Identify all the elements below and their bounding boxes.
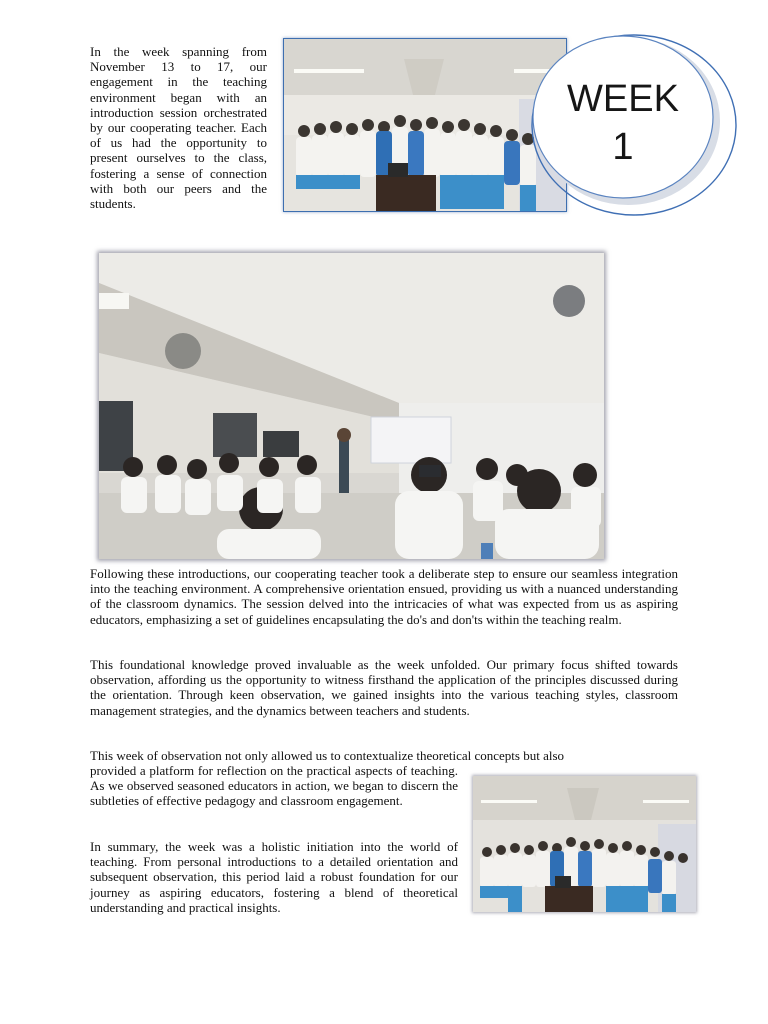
orientation-paragraph: Following these introductions, our cooperating teacher took a deliberate step to ensure our seamless integration into the teaching environment. A comprehensive orientation ensued, providing us with a nuanced understanding of the classroom dynamics. The session delved into the intricacies of what was expected from us as aspiring educators, emphasizing a set of guidelines encapsulating the do's and don'ts within the teaching realm. <box>90 566 678 627</box>
foundation-paragraph: This foundational knowledge proved invaluable as the week unfolded. Our primary focus shifted towards observation, affording us the opportunity to witness firsthand the application of the principles discussed during the orientation. Through keen observation, we gained insights into the various teaching styles, classroom management strategies, and the dynamics between teachers and students. <box>90 657 678 718</box>
classroom-orientation-photo <box>99 253 604 559</box>
group-photo-bottom <box>473 776 696 912</box>
week-badge <box>528 30 738 218</box>
observation-paragraph: provided a platform for reflection on the practical aspects of teaching. As we observed seasoned educators in action, we began to discern the subtleties of effective pedagogy and classroom engagement. <box>90 763 458 809</box>
observation-paragraph-first-line: This week of observation not only allowed us to contextualize theoretical concepts but also <box>90 748 565 763</box>
week-label: WEEK <box>567 78 679 120</box>
group-photo-top <box>283 38 567 212</box>
summary-paragraph: In summary, the week was a holistic initiation into the world of teaching. From personal introductions to a detailed orientation and subsequent observation, this period laid a robust foundation for our journey as aspiring educators, fostering a blend of theoretical understanding and practical insights. <box>90 839 458 915</box>
intro-paragraph: In the week spanning from November 13 to 17, our engagement in the teaching environment began with an introduction session orchestrated by our cooperating teacher. Each of us had the opportunity to present ourselves to the class, fostering a sense of connection with both our peers and the students. <box>90 44 267 212</box>
week-number: 1 <box>612 126 634 168</box>
